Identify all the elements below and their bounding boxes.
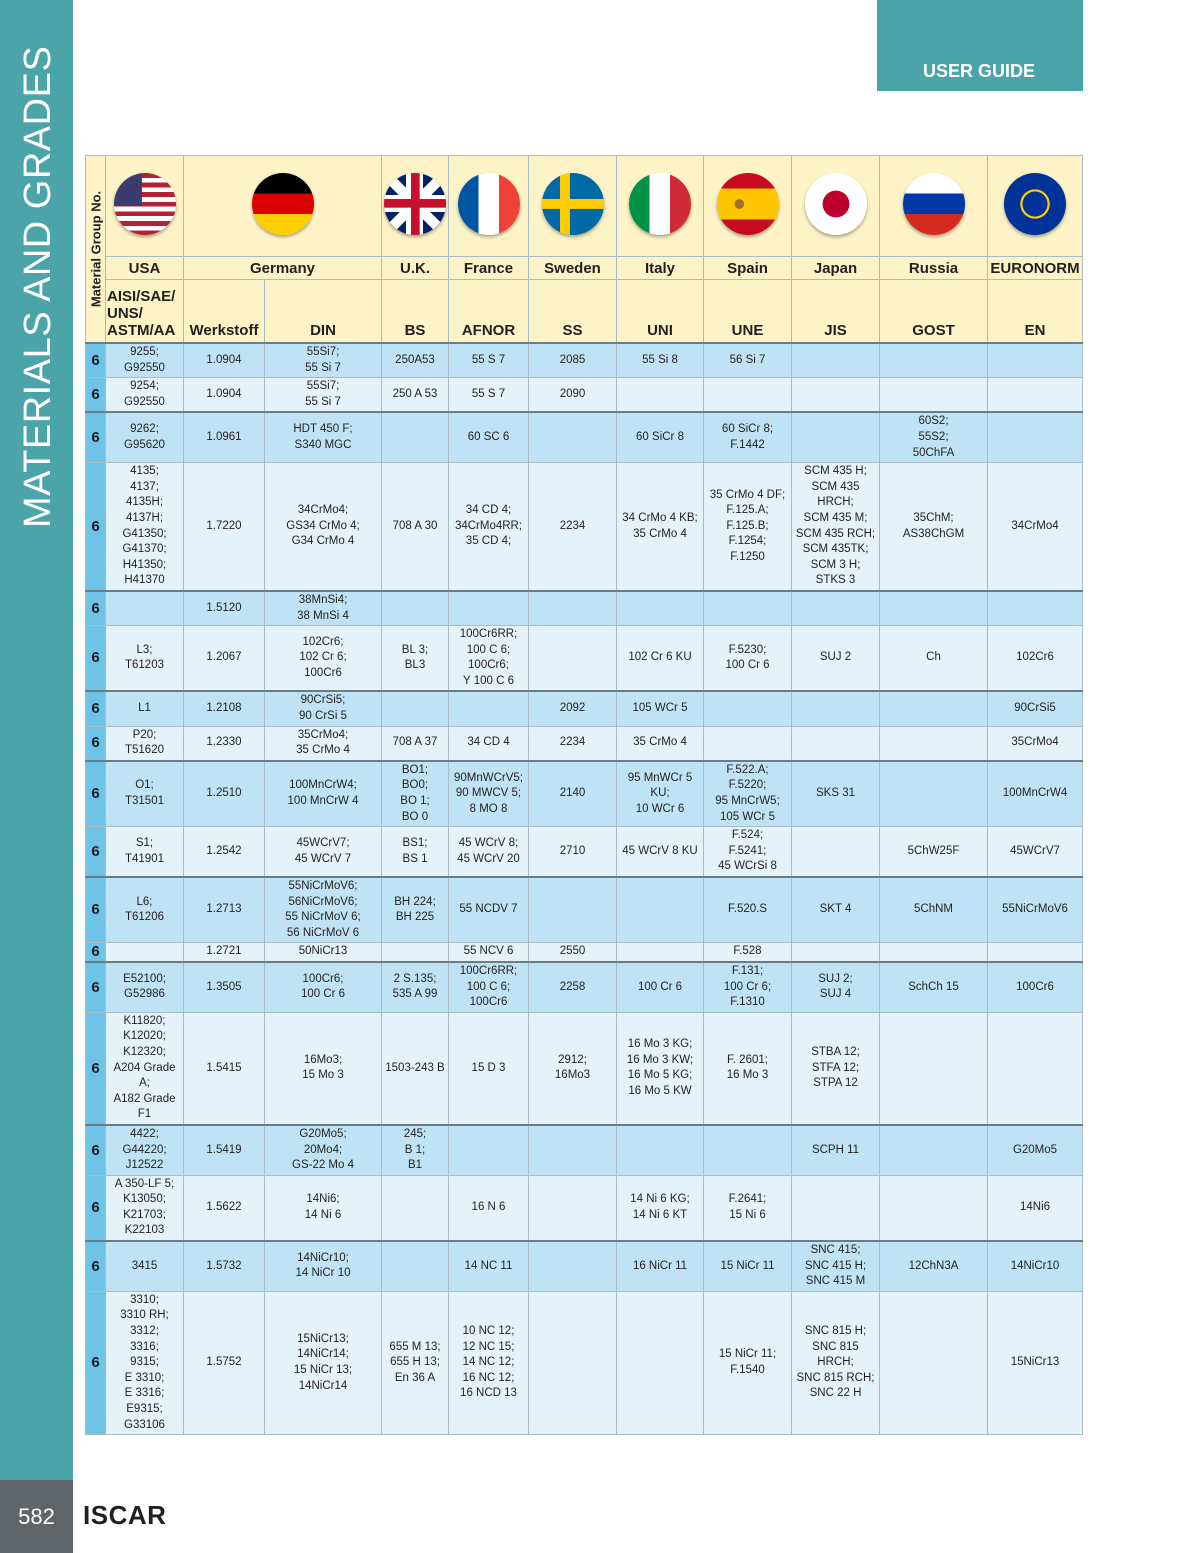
cell-werkstoff: 1.5419 (184, 1125, 265, 1175)
usa-flag-icon (114, 173, 176, 235)
material-group-cell: 6 (86, 378, 106, 413)
cell-afnor (449, 691, 529, 726)
material-group-cell: 6 (86, 1291, 106, 1434)
table-row (86, 1125, 1083, 1175)
cell-afnor: 100Cr6RR; 100 C 6; 100Cr6 (449, 962, 529, 1012)
cell-une: 60 SiCr 8; F.1442 (704, 412, 792, 462)
cell-din: HDT 450 F; S340 MGC (265, 412, 382, 462)
cell-ss (529, 1175, 617, 1241)
cell-uni: 34 CrMo 4 KB; 35 CrMo 4 (617, 463, 704, 591)
japan-flag-icon (805, 173, 867, 235)
cell-werkstoff: 1.2713 (184, 877, 265, 943)
cell-ss: 2258 (529, 962, 617, 1012)
cell-din: 45WCrV7; 45 WCrV 7 (265, 827, 382, 877)
cell-gost (880, 591, 988, 626)
cell-usa-aisi: O1; T31501 (106, 761, 184, 827)
cell-werkstoff: 1.2721 (184, 943, 265, 962)
cell-gost (880, 1125, 988, 1175)
cell-uni: 95 MnWCr 5 KU; 10 WCr 6 (617, 761, 704, 827)
group-header: Material Group No. (88, 190, 103, 308)
cell-bs (382, 1175, 449, 1241)
germany-flag-icon (252, 173, 314, 235)
standard-une: UNE (704, 280, 792, 344)
sidebar-title-text: MATERIALS AND GRADES (17, 45, 59, 528)
cell-din: 38MnSi4; 38 MnSi 4 (265, 591, 382, 626)
cell-jis (792, 943, 880, 962)
standard-werkstoff: Werkstoff (184, 280, 265, 344)
cell-en: 55NiCrMoV6 (988, 877, 1083, 943)
cell-une (704, 378, 792, 413)
country-usa: USA (106, 257, 184, 280)
material-group-cell: 6 (86, 726, 106, 761)
cell-jis: SKT 4 (792, 877, 880, 943)
cell-uni: 45 WCrV 8 KU (617, 827, 704, 877)
material-group-cell: 6 (86, 1241, 106, 1291)
group-header-cell (86, 156, 106, 344)
cell-en: 100MnCrW4 (988, 761, 1083, 827)
table-row (86, 691, 1083, 726)
cell-bs (382, 943, 449, 962)
table-row (86, 877, 1083, 943)
materials-table-body (86, 343, 1083, 1435)
cell-une (704, 1125, 792, 1175)
material-group-cell: 6 (86, 1125, 106, 1175)
eu-flag-icon (1004, 173, 1066, 235)
cell-gost: 35ChM; AS38ChGM (880, 463, 988, 591)
cell-usa-aisi: 3415 (106, 1241, 184, 1291)
table-row (86, 343, 1083, 378)
cell-afnor: 34 CD 4; 34CrMo4RR; 35 CD 4; (449, 463, 529, 591)
material-group-cell: 6 (86, 877, 106, 943)
cell-bs (382, 1241, 449, 1291)
material-group-cell: 6 (86, 626, 106, 692)
cell-usa-aisi: L1 (106, 691, 184, 726)
material-group-cell: 6 (86, 1012, 106, 1125)
table-row (86, 1175, 1083, 1241)
spain-flag-icon (717, 173, 779, 235)
cell-werkstoff: 1.7220 (184, 463, 265, 591)
cell-bs: 1503-243 B (382, 1012, 449, 1125)
cell-afnor: 55 S 7 (449, 378, 529, 413)
cell-gost: 12ChN3A (880, 1241, 988, 1291)
cell-gost (880, 343, 988, 378)
cell-uni (617, 877, 704, 943)
cell-en: 102Cr6 (988, 626, 1083, 692)
cell-ss: 2092 (529, 691, 617, 726)
cell-en (988, 412, 1083, 462)
cell-gost: 60S2; 55S2; 50ChFA (880, 412, 988, 462)
cell-une: 15 NiCr 11; F.1540 (704, 1291, 792, 1434)
cell-afnor: 14 NC 11 (449, 1241, 529, 1291)
standard-jis: JIS (792, 280, 880, 344)
cell-werkstoff: 1.2510 (184, 761, 265, 827)
cell-uni (617, 1291, 704, 1434)
cell-une: F.522.A; F.5220; 95 MnCrW5; 105 WCr 5 (704, 761, 792, 827)
cell-en (988, 943, 1083, 962)
cell-gost (880, 1291, 988, 1434)
material-group-cell: 6 (86, 343, 106, 378)
sidebar-title (17, 45, 60, 528)
cell-usa-aisi: L3; T61203 (106, 626, 184, 692)
cell-ss: 2090 (529, 378, 617, 413)
cell-ss: 2234 (529, 463, 617, 591)
table-row (86, 626, 1083, 692)
table-row (86, 962, 1083, 1012)
cell-werkstoff: 1.5752 (184, 1291, 265, 1434)
cell-bs: BH 224; BH 225 (382, 877, 449, 943)
cell-jis: SKS 31 (792, 761, 880, 827)
cell-bs (382, 412, 449, 462)
russia-flag-icon (903, 173, 965, 235)
cell-bs: BO1; BO0; BO 1; BO 0 (382, 761, 449, 827)
table-row (86, 726, 1083, 761)
cell-ss (529, 1291, 617, 1434)
cell-gost: 5ChNM (880, 877, 988, 943)
cell-une (704, 726, 792, 761)
table-row (86, 761, 1083, 827)
cell-gost: SchCh 15 (880, 962, 988, 1012)
cell-gost (880, 761, 988, 827)
cell-usa-aisi: E52100; G52986 (106, 962, 184, 1012)
cell-bs: 708 A 37 (382, 726, 449, 761)
cell-din: 55Si7; 55 Si 7 (265, 343, 382, 378)
cell-ss: 2234 (529, 726, 617, 761)
cell-werkstoff: 1.2108 (184, 691, 265, 726)
cell-usa-aisi: L6; T61206 (106, 877, 184, 943)
cell-usa-aisi: 9262; G95620 (106, 412, 184, 462)
cell-din: 100Cr6; 100 Cr 6 (265, 962, 382, 1012)
country-euronorm: EURONORM (988, 257, 1083, 280)
cell-une: F.528 (704, 943, 792, 962)
cell-afnor: 55 NCV 6 (449, 943, 529, 962)
cell-uni (617, 591, 704, 626)
cell-werkstoff: 1.5120 (184, 591, 265, 626)
cell-jis (792, 726, 880, 761)
cell-din: G20Mo5; 20Mo4; GS-22 Mo 4 (265, 1125, 382, 1175)
cell-uni: 60 SiCr 8 (617, 412, 704, 462)
table-row (86, 827, 1083, 877)
cell-din: 55Si7; 55 Si 7 (265, 378, 382, 413)
cell-gost: 5ChW25F (880, 827, 988, 877)
cell-en: G20Mo5 (988, 1125, 1083, 1175)
cell-usa-aisi: 4422; G44220; J12522 (106, 1125, 184, 1175)
cell-jis (792, 343, 880, 378)
cell-bs: BL 3; BL3 (382, 626, 449, 692)
cell-en: 15NiCr13 (988, 1291, 1083, 1434)
cell-ss (529, 591, 617, 626)
table-row (86, 943, 1083, 962)
cell-afnor: 15 D 3 (449, 1012, 529, 1125)
cell-ss (529, 1241, 617, 1291)
cell-afnor: 45 WCrV 8; 45 WCrV 20 (449, 827, 529, 877)
cell-une: F.131; 100 Cr 6; F.1310 (704, 962, 792, 1012)
cell-din: 102Cr6; 102 Cr 6; 100Cr6 (265, 626, 382, 692)
cell-une: 35 CrMo 4 DF; F.125.A; F.125.B; F.1254; F.1250 (704, 463, 792, 591)
cell-usa-aisi (106, 591, 184, 626)
cell-werkstoff: 1.2542 (184, 827, 265, 877)
cell-gost (880, 378, 988, 413)
cell-bs: 708 A 30 (382, 463, 449, 591)
cell-din: 100MnCrW4; 100 MnCrW 4 (265, 761, 382, 827)
cell-ss (529, 412, 617, 462)
cell-bs (382, 591, 449, 626)
cell-en: 14Ni6 (988, 1175, 1083, 1241)
cell-usa-aisi: 9254; G92550 (106, 378, 184, 413)
cell-bs: 245; B 1; B1 (382, 1125, 449, 1175)
cell-usa-aisi: K11820; K12020; K12320; A204 Grade A; A182 Grade F1 (106, 1012, 184, 1125)
standard-gost: GOST (880, 280, 988, 344)
italy-flag-icon (629, 173, 691, 235)
cell-en: 100Cr6 (988, 962, 1083, 1012)
table-row (86, 1012, 1083, 1125)
cell-bs: 655 M 13; 655 H 13; En 36 A (382, 1291, 449, 1434)
country-spain: Spain (704, 257, 792, 280)
brand-logo: ISCAR (83, 1500, 167, 1530)
cell-gost (880, 726, 988, 761)
cell-afnor: 16 N 6 (449, 1175, 529, 1241)
cell-uni (617, 943, 704, 962)
cell-werkstoff: 1.5622 (184, 1175, 265, 1241)
cell-afnor (449, 591, 529, 626)
standard-din: DIN (265, 280, 382, 344)
cell-ss: 2140 (529, 761, 617, 827)
cell-uni (617, 1125, 704, 1175)
cell-ss (529, 626, 617, 692)
cell-ss: 2912; 16Mo3 (529, 1012, 617, 1125)
cell-jis: STBA 12; STFA 12; STPA 12 (792, 1012, 880, 1125)
cell-uni: 105 WCr 5 (617, 691, 704, 726)
material-group-cell: 6 (86, 412, 106, 462)
material-group-cell: 6 (86, 827, 106, 877)
standard-row (86, 280, 1083, 344)
cell-afnor: 34 CD 4 (449, 726, 529, 761)
sidebar (0, 0, 73, 1480)
cell-uni: 16 Mo 3 KG; 16 Mo 3 KW; 16 Mo 5 KG; 16 Mo 5 KW (617, 1012, 704, 1125)
cell-bs: 250 A 53 (382, 378, 449, 413)
cell-uni: 55 Si 8 (617, 343, 704, 378)
cell-gost (880, 691, 988, 726)
cell-uni: 14 Ni 6 KG; 14 Ni 6 KT (617, 1175, 704, 1241)
cell-une: 15 NiCr 11 (704, 1241, 792, 1291)
standard-uni: UNI (617, 280, 704, 344)
table-row (86, 1241, 1083, 1291)
cell-din: 15NiCr13; 14NiCr14; 15 NiCr 13; 14NiCr14 (265, 1291, 382, 1434)
cell-une (704, 691, 792, 726)
cell-ss: 2550 (529, 943, 617, 962)
sweden-flag-icon (542, 173, 604, 235)
standard-bs: BS (382, 280, 449, 344)
cell-din: 35CrMo4; 35 CrMo 4 (265, 726, 382, 761)
cell-usa-aisi: S1; T41901 (106, 827, 184, 877)
cell-afnor: 90MnWCrV5; 90 MWCV 5; 8 MO 8 (449, 761, 529, 827)
cell-werkstoff: 1.5732 (184, 1241, 265, 1291)
table-row (86, 378, 1083, 413)
cell-jis: SNC 815 H; SNC 815 HRCH; SNC 815 RCH; SNC 22 H (792, 1291, 880, 1434)
country-italy: Italy (617, 257, 704, 280)
cell-afnor: 55 NCDV 7 (449, 877, 529, 943)
cell-en: 14NiCr10 (988, 1241, 1083, 1291)
cell-werkstoff: 1.0904 (184, 378, 265, 413)
cell-werkstoff: 1.0961 (184, 412, 265, 462)
country-russia: Russia (880, 257, 988, 280)
cell-gost: Ch (880, 626, 988, 692)
cell-din: 16Mo3; 15 Mo 3 (265, 1012, 382, 1125)
cell-din: 50NiCr13 (265, 943, 382, 962)
cell-ss: 2710 (529, 827, 617, 877)
material-group-cell: 6 (86, 591, 106, 626)
country-germany: Germany (184, 257, 382, 280)
cell-une: F.2641; 15 Ni 6 (704, 1175, 792, 1241)
materials-table-wrapper (85, 155, 1082, 1435)
cell-afnor: 10 NC 12; 12 NC 15; 14 NC 12; 16 NC 12; 16 NCD 13 (449, 1291, 529, 1434)
cell-din: 55NiCrMoV6; 56NiCrMoV6; 55 NiCrMoV 6; 56 NiCrMoV 6 (265, 877, 382, 943)
cell-usa-aisi: 9255; G92550 (106, 343, 184, 378)
material-group-cell: 6 (86, 463, 106, 591)
user-guide-tab (877, 0, 1083, 91)
france-flag-icon (458, 173, 520, 235)
cell-uni: 102 Cr 6 KU (617, 626, 704, 692)
cell-jis (792, 691, 880, 726)
cell-en (988, 1012, 1083, 1125)
cell-bs: 2 S.135; 535 A 99 (382, 962, 449, 1012)
cell-ss: 2085 (529, 343, 617, 378)
cell-din: 34CrMo4; GS34 CrMo 4; G34 CrMo 4 (265, 463, 382, 591)
standard-en: EN (988, 280, 1083, 344)
cell-afnor: 60 SC 6 (449, 412, 529, 462)
cell-jis (792, 378, 880, 413)
material-group-cell: 6 (86, 1175, 106, 1241)
country-france: France (449, 257, 529, 280)
cell-usa-aisi (106, 943, 184, 962)
flag-row (86, 156, 1083, 257)
material-group-cell: 6 (86, 691, 106, 726)
cell-en: 34CrMo4 (988, 463, 1083, 591)
cell-une: F. 2601; 16 Mo 3 (704, 1012, 792, 1125)
cell-werkstoff: 1.3505 (184, 962, 265, 1012)
cell-werkstoff: 1.5415 (184, 1012, 265, 1125)
materials-table (85, 155, 1083, 1435)
cell-en: 45WCrV7 (988, 827, 1083, 877)
cell-bs: BS1; BS 1 (382, 827, 449, 877)
standard-aisi: AISI/SAE/ UNS/ ASTM/AA (106, 280, 184, 344)
cell-jis: SCM 435 H; SCM 435 HRCH; SCM 435 M; SCM 435 RCH; SCM 435TK; SCM 3 H; STKS 3 (792, 463, 880, 591)
cell-usa-aisi: A 350-LF 5; K13050; K21703; K22103 (106, 1175, 184, 1241)
cell-une: 56 Si 7 (704, 343, 792, 378)
page-number: 582 (0, 1480, 73, 1553)
cell-en (988, 378, 1083, 413)
cell-werkstoff: 1.2067 (184, 626, 265, 692)
cell-gost (880, 1012, 988, 1125)
cell-uni: 100 Cr 6 (617, 962, 704, 1012)
cell-jis: SUJ 2; SUJ 4 (792, 962, 880, 1012)
cell-jis (792, 827, 880, 877)
cell-bs: 250A53 (382, 343, 449, 378)
material-group-cell: 6 (86, 943, 106, 962)
cell-usa-aisi: 3310; 3310 RH; 3312; 3316; 9315; E 3310; E 3316; E9315; G33106 (106, 1291, 184, 1434)
cell-jis (792, 591, 880, 626)
cell-werkstoff: 1.2330 (184, 726, 265, 761)
table-row (86, 1291, 1083, 1434)
cell-gost (880, 1175, 988, 1241)
standard-afnor: AFNOR (449, 280, 529, 344)
cell-usa-aisi: 4135; 4137; 4135H; 4137H; G41350; G41370; H41350; H41370 (106, 463, 184, 591)
material-group-cell: 6 (86, 761, 106, 827)
cell-en (988, 591, 1083, 626)
cell-ss (529, 877, 617, 943)
cell-bs (382, 691, 449, 726)
cell-usa-aisi: P20; T51620 (106, 726, 184, 761)
cell-uni (617, 378, 704, 413)
cell-ss (529, 1125, 617, 1175)
cell-afnor (449, 1125, 529, 1175)
cell-werkstoff: 1.0904 (184, 343, 265, 378)
cell-une: F.524; F.5241; 45 WCrSi 8 (704, 827, 792, 877)
country-japan: Japan (792, 257, 880, 280)
user-guide-label: USER GUIDE (922, 61, 1035, 81)
cell-jis (792, 1175, 880, 1241)
table-row (86, 463, 1083, 591)
cell-din: 14Ni6; 14 Ni 6 (265, 1175, 382, 1241)
cell-uni: 16 NiCr 11 (617, 1241, 704, 1291)
cell-afnor: 100Cr6RR; 100 C 6; 100Cr6; Y 100 C 6 (449, 626, 529, 692)
cell-uni: 35 CrMo 4 (617, 726, 704, 761)
cell-afnor: 55 S 7 (449, 343, 529, 378)
country-uk: U.K. (382, 257, 449, 280)
cell-jis: SNC 415; SNC 415 H; SNC 415 M (792, 1241, 880, 1291)
cell-en: 90CrSi5 (988, 691, 1083, 726)
material-group-cell: 6 (86, 962, 106, 1012)
cell-gost (880, 943, 988, 962)
country-row (86, 257, 1083, 280)
cell-en (988, 343, 1083, 378)
cell-jis: SCPH 11 (792, 1125, 880, 1175)
cell-une: F.520.S (704, 877, 792, 943)
cell-din: 14NiCr10; 14 NiCr 10 (265, 1241, 382, 1291)
table-row (86, 412, 1083, 462)
cell-jis (792, 412, 880, 462)
cell-une: F.5230; 100 Cr 6 (704, 626, 792, 692)
table-row (86, 591, 1083, 626)
uk-flag-icon (384, 173, 446, 235)
cell-une (704, 591, 792, 626)
cell-jis: SUJ 2 (792, 626, 880, 692)
cell-en: 35CrMo4 (988, 726, 1083, 761)
cell-din: 90CrSi5; 90 CrSi 5 (265, 691, 382, 726)
standard-ss: SS (529, 280, 617, 344)
country-sweden: Sweden (529, 257, 617, 280)
